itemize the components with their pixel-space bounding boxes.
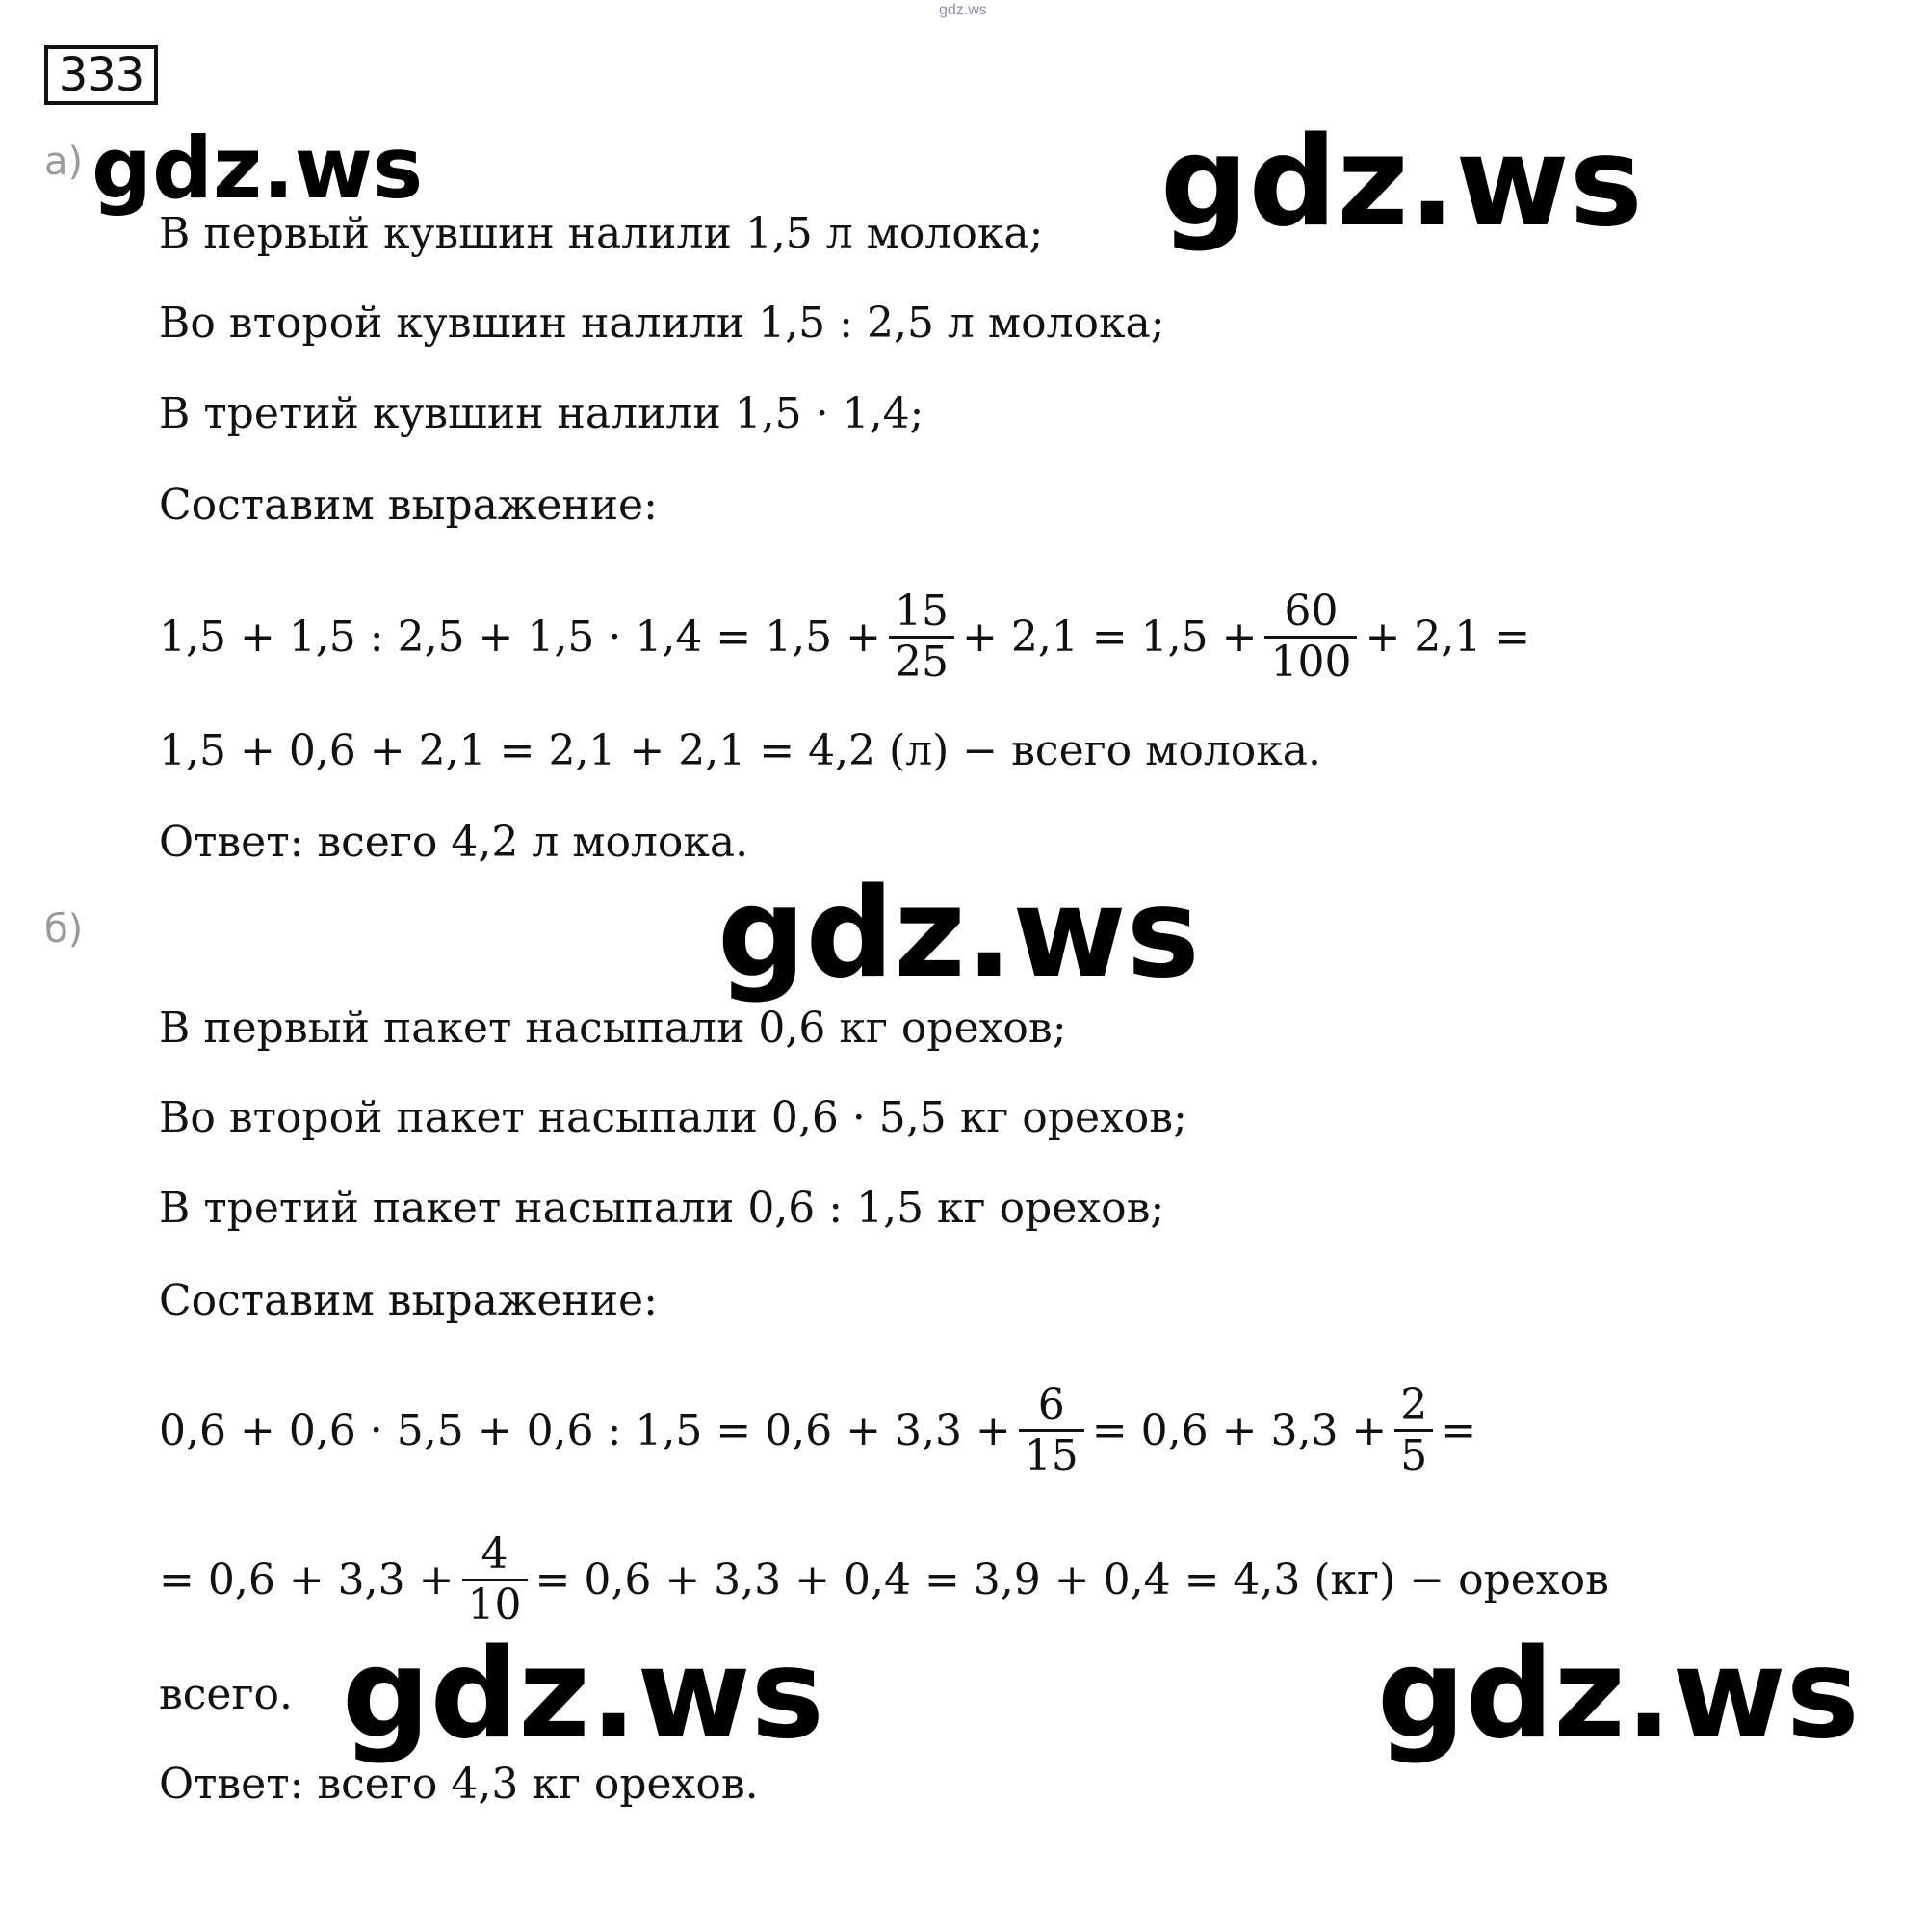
fraction [1264, 587, 1357, 687]
watermark: gdz.ws [1160, 111, 1643, 254]
fraction-denominator: 100 [1264, 636, 1357, 687]
part-a-equation-2: 1,5 + 0,6 + 2,1 = 2,1 + 2,1 = 4,2 (л) − всего молока. [159, 726, 1322, 775]
fraction [1019, 1381, 1084, 1480]
site-mark: gdz.ws [939, 2, 987, 18]
fraction-numerator: 15 [894, 586, 949, 636]
part-a-line-3: В третий кувшин налили 1,5 · 1,4; [159, 389, 924, 438]
fraction-denominator: 25 [889, 636, 954, 687]
problem-number: 333 [44, 45, 158, 105]
watermark: gdz.ws [342, 1623, 824, 1766]
part-b-answer: Ответ: всего 4,3 кг орехов. [159, 1760, 759, 1809]
fraction-numerator: 4 [481, 1528, 508, 1579]
part-a-answer: Ответ: всего 4,2 л молока. [159, 818, 749, 867]
part-b-equation-1 [159, 1358, 1476, 1502]
equation-segment: = 0,6 + 3,3 + 0,4 = 3,9 + 0,4 = 4,3 (кг) − орехов [534, 1554, 1609, 1605]
part-a-line-4: Составим выражение: [159, 481, 658, 530]
equation-segment: = [1441, 1405, 1477, 1455]
part-b-equation-2-continuation: всего. [159, 1670, 293, 1719]
equation-segment: 0,6 + 0,6 · 5,5 + 0,6 : 1,5 = 0,6 + 3,3 + [159, 1405, 1011, 1455]
fraction-numerator: 6 [1037, 1379, 1065, 1429]
fraction [1394, 1381, 1433, 1480]
equation-segment: + 2,1 = 1,5 + [961, 612, 1258, 662]
part-a-equation-1 [159, 564, 1530, 709]
part-b-equation-2 [159, 1507, 1609, 1652]
part-b-line-3: В третий пакет насыпали 0,6 : 1,5 кг орехов; [159, 1184, 1165, 1233]
part-b-line-4: Составим выражение: [159, 1276, 658, 1325]
fraction [462, 1530, 528, 1630]
equation-segment: = 0,6 + 3,3 + [159, 1554, 455, 1605]
part-b-line-2: Во второй пакет насыпали 0,6 · 5,5 кг орехов; [159, 1093, 1187, 1142]
fraction-denominator: 15 [1019, 1429, 1084, 1480]
watermark: gdz.ws [717, 862, 1200, 1005]
part-a-label: а) [44, 140, 84, 184]
equation-segment: + 2,1 = [1365, 612, 1531, 662]
fraction [889, 587, 954, 687]
part-b-label: б) [44, 907, 84, 952]
watermark: gdz.ws [1377, 1623, 1860, 1766]
fraction-denominator: 5 [1394, 1429, 1433, 1480]
part-b-line-1: В первый пакет насыпали 0,6 кг орехов; [159, 1004, 1067, 1053]
fraction-denominator: 10 [462, 1579, 528, 1630]
watermark: gdz.ws [91, 118, 424, 218]
equation-segment: 1,5 + 1,5 : 2,5 + 1,5 · 1,4 = 1,5 + [159, 612, 881, 662]
fraction-numerator: 60 [1284, 586, 1339, 636]
part-a-line-1: В первый кувшин налили 1,5 л молока; [159, 209, 1044, 258]
fraction-numerator: 2 [1400, 1379, 1428, 1429]
equation-segment: = 0,6 + 3,3 + [1091, 1405, 1388, 1455]
part-a-line-2: Во второй кувшин налили 1,5 : 2,5 л молока; [159, 299, 1165, 348]
